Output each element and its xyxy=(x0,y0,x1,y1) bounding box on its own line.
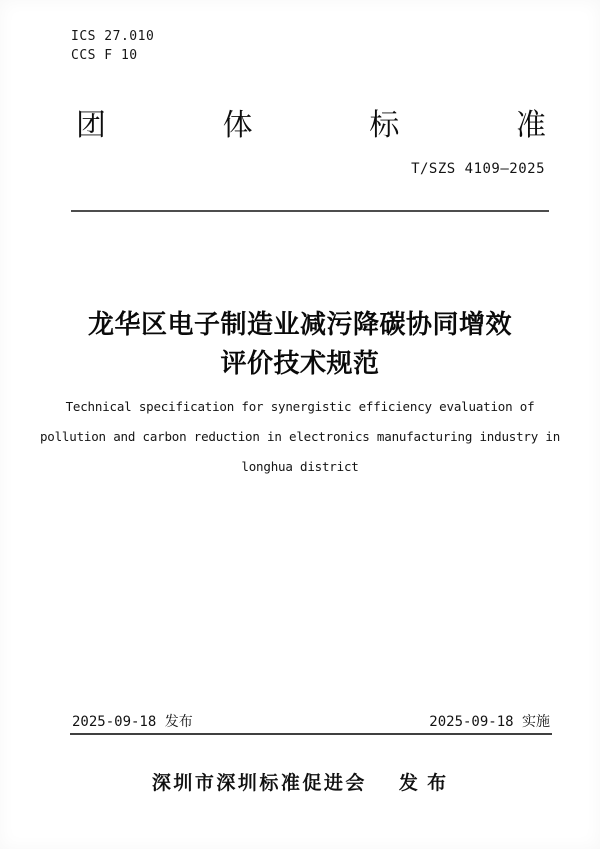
english-title-line-1: Technical specification for synergistic efficiency evaluation of xyxy=(65,399,535,414)
document-title-english xyxy=(0,392,600,482)
publisher-name: 深圳市深圳标准促进会 xyxy=(151,773,367,794)
issue-date: 2025-09-18 发布 xyxy=(72,714,193,730)
document-title-line-1: 龙华区电子制造业减污降碳协同增效 xyxy=(87,309,512,339)
standard-type-char: 准 xyxy=(515,109,546,142)
publisher-action-label: 发 布 xyxy=(398,773,449,794)
header-divider-line xyxy=(71,210,549,212)
date-row xyxy=(72,712,550,732)
english-title-line-3: longhua district xyxy=(241,459,359,474)
classification-codes xyxy=(71,27,154,65)
standard-type-char: 团 xyxy=(76,109,106,142)
implement-date: 2025-09-18 实施 xyxy=(429,714,550,730)
standard-type-title xyxy=(76,107,546,145)
english-title-line-2: pollution and carbon reduction in electronics manufacturing industry in xyxy=(39,429,561,444)
standard-type-char: 标 xyxy=(369,109,400,142)
ics-code: ICS 27.010 xyxy=(71,29,155,44)
footer-divider-line xyxy=(70,733,552,735)
document-title-line-2: 评价技术规范 xyxy=(220,348,380,378)
document-title-chinese xyxy=(0,305,600,383)
publisher-row xyxy=(0,768,600,795)
standard-type-char: 体 xyxy=(222,109,253,142)
ccs-code: CCS F 10 xyxy=(71,48,138,63)
standard-number: T/SZS 4109—2025 xyxy=(411,161,545,177)
